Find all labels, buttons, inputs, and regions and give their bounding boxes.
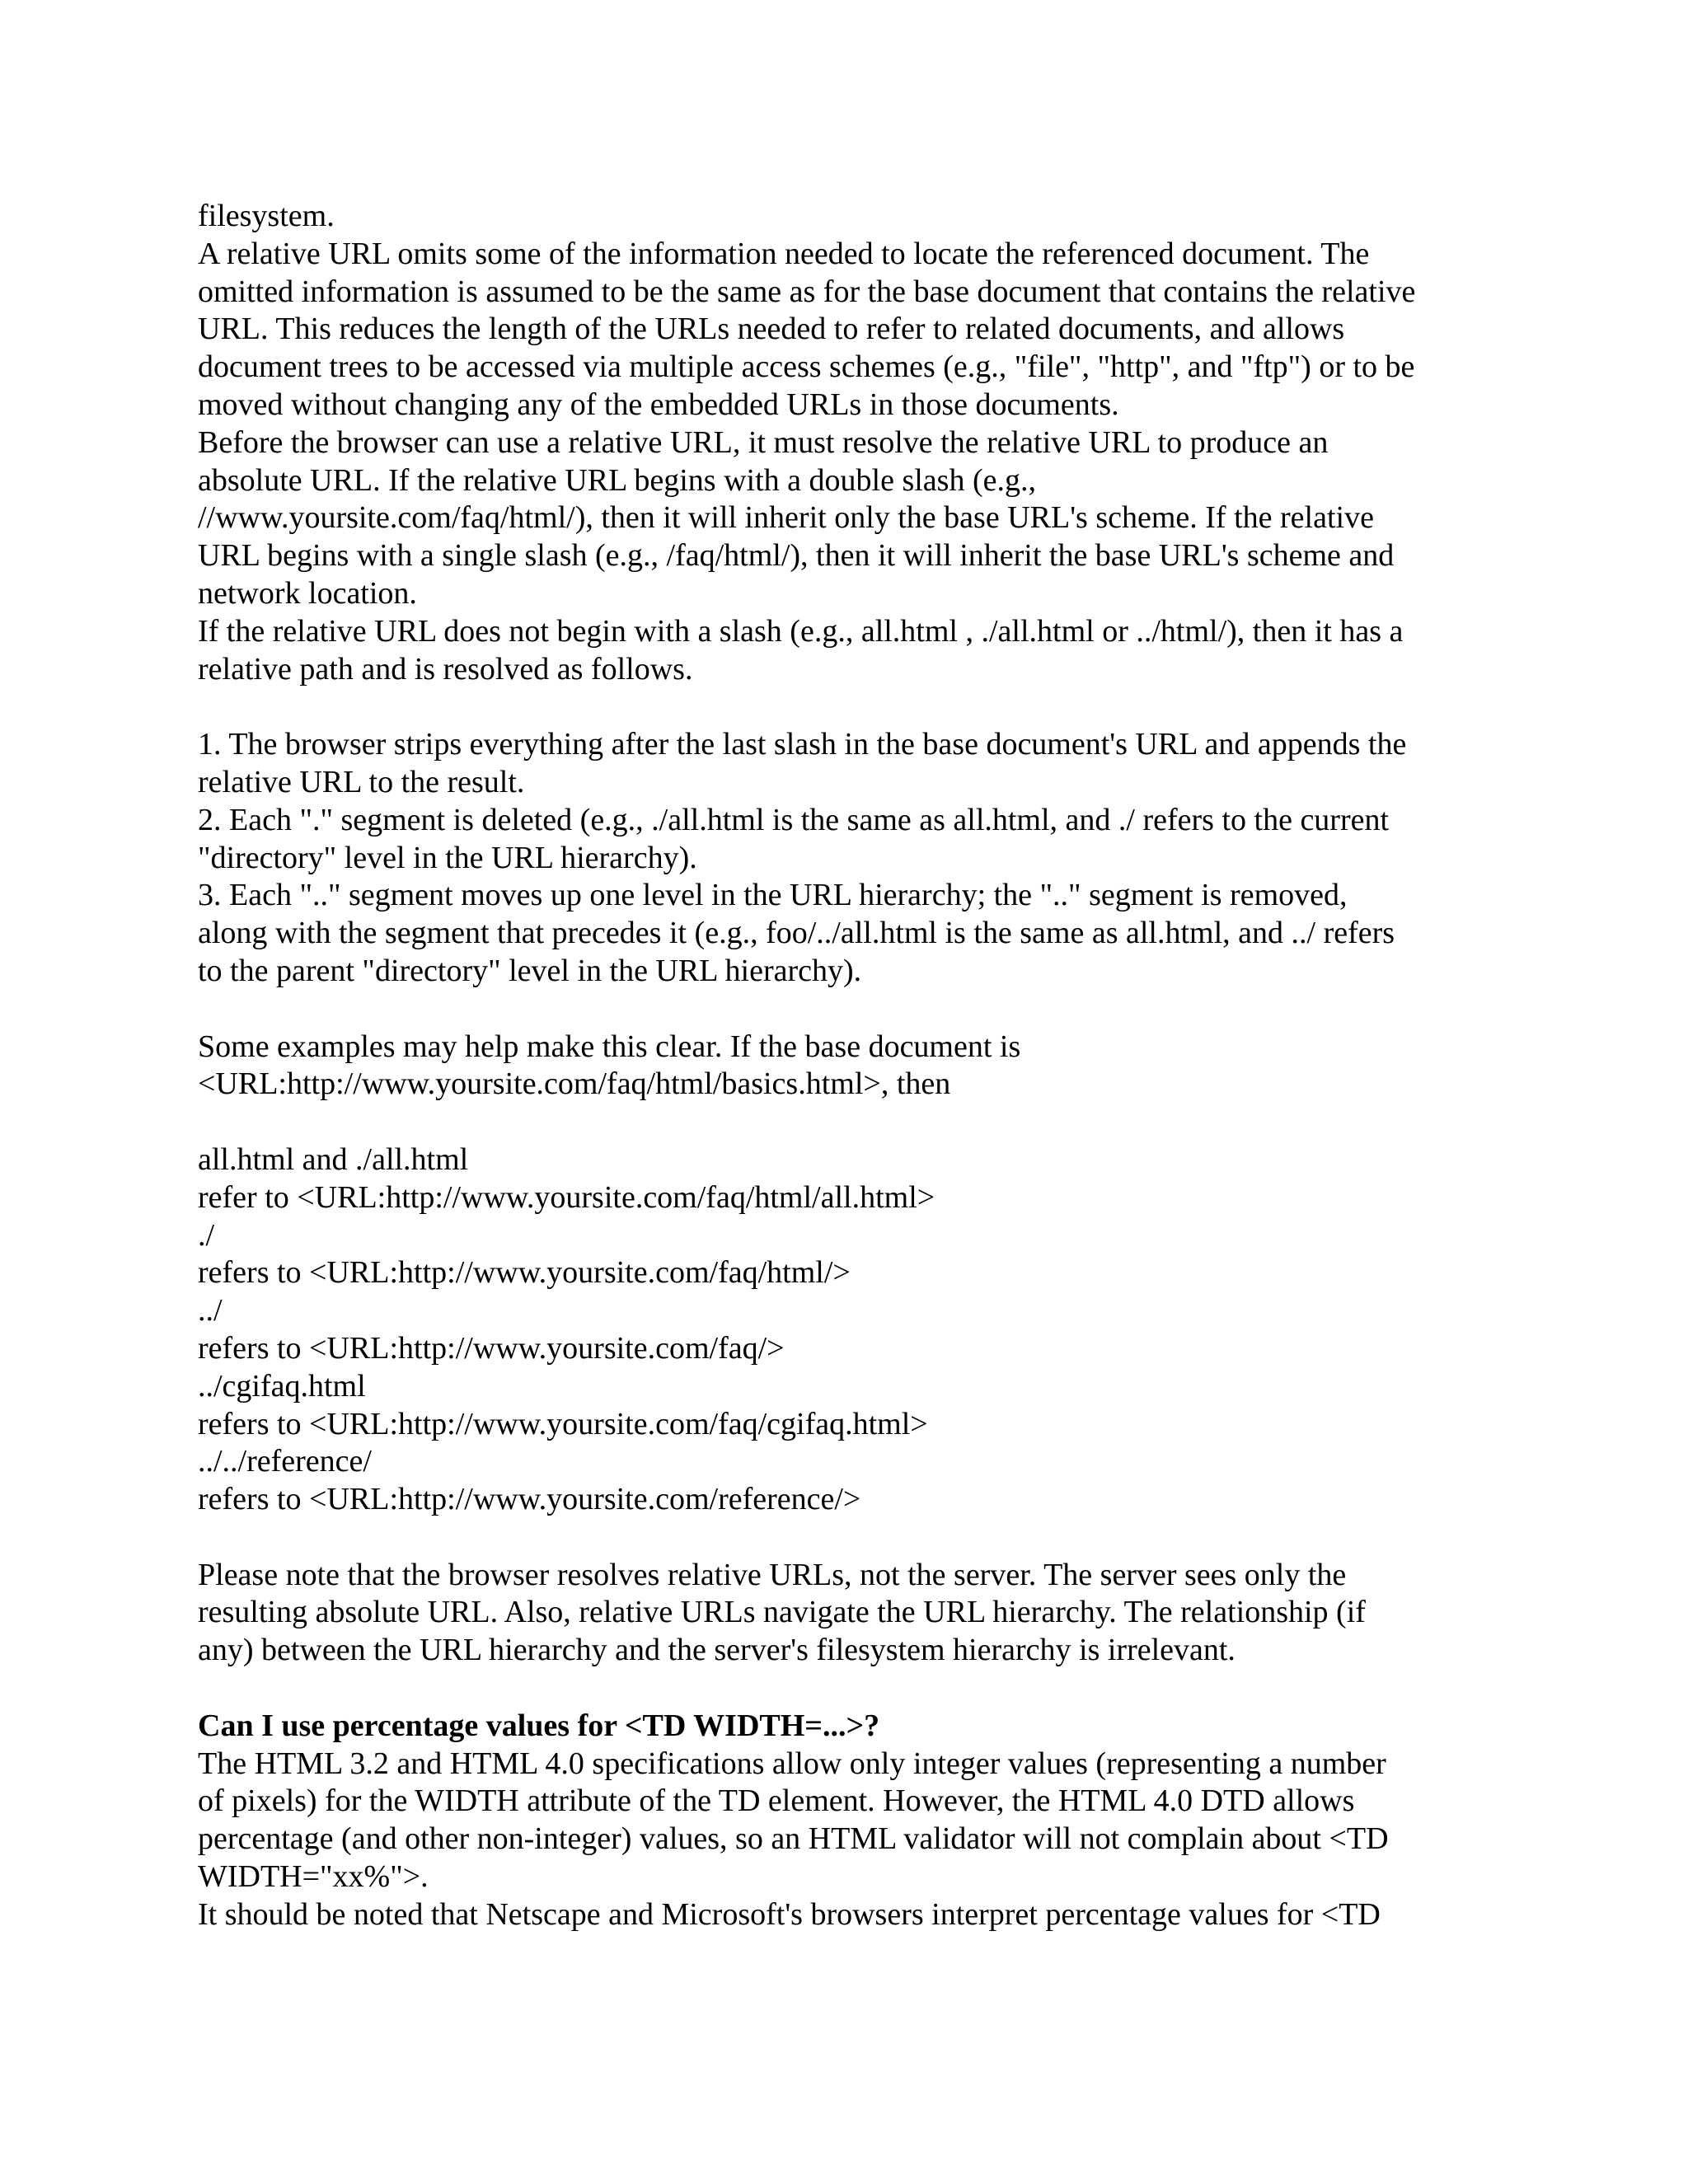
- text-line: Please note that the browser resolves relative URLs, not the server. The server sees only the: [198, 1557, 1347, 1592]
- example-resolved-url: refers to <URL:http://www.yoursite.com/faq/html/>: [198, 1255, 851, 1291]
- text-line: to the parent "directory" level in the URL hierarchy).: [198, 953, 862, 988]
- text-line: document trees to be accessed via multiple access schemes (e.g., "file", "http", and "ftp") or to be: [198, 349, 1415, 385]
- text-line: 1. The browser strips everything after the last slash in the base document's URL and appends the: [198, 727, 1407, 762]
- text-line: 3. Each ".." segment moves up one level in the URL hierarchy; the ".." segment is removed,: [198, 878, 1348, 913]
- text-line: resulting absolute URL. Also, relative URLs navigate the URL hierarchy. The relationship (if: [198, 1595, 1366, 1630]
- examples-list: [198, 1141, 1517, 1519]
- example-relative-url: ../: [198, 1293, 223, 1329]
- text-line: The HTML 3.2 and HTML 4.0 specifications allow only integer values (representing a number: [198, 1746, 1386, 1781]
- example-relative-url: all.html and ./all.html: [198, 1141, 469, 1177]
- paragraph-spacer: [198, 688, 1517, 726]
- text-line: percentage (and other non-integer) values, so an HTML validator will not complain about <TD: [198, 1821, 1389, 1857]
- text-line: of pixels) for the WIDTH attribute of the TD element. However, the HTML 4.0 DTD allows: [198, 1783, 1355, 1819]
- example-relative-url: ../cgifaq.html: [198, 1368, 366, 1404]
- answer-paragraph: [198, 1746, 1517, 1934]
- paragraph-spacer: [198, 1104, 1517, 1141]
- text-line: along with the segment that precedes it (e.g., foo/../all.html is the same as all.html, and ../ refers: [198, 916, 1395, 951]
- text-line: any) between the URL hierarchy and the server's filesystem hierarchy is irrelevant.: [198, 1633, 1236, 1668]
- text-line: Some examples may help make this clear. If the base document is: [198, 1029, 1021, 1064]
- text-line: moved without changing any of the embedded URLs in those documents.: [198, 387, 1119, 422]
- examples-intro: [198, 1029, 1517, 1104]
- example-relative-url: ../../reference/: [198, 1444, 372, 1479]
- text-line: Before the browser can use a relative URL, it must resolve the relative URL to produce an: [198, 424, 1329, 460]
- section-heading: Can I use percentage values for <TD WIDTH=...>?: [198, 1708, 880, 1743]
- paragraph-spacer: [198, 991, 1517, 1029]
- text-line: network location.: [198, 575, 417, 611]
- text-line: absolute URL. If the relative URL begins with a double slash (e.g.,: [198, 462, 1036, 498]
- example-relative-url: ./: [198, 1217, 215, 1253]
- text-line: 2. Each "." segment is deleted (e.g., ./all.html is the same as all.html, and ./ refers to the current: [198, 802, 1390, 837]
- text-line: WIDTH="xx%">.: [198, 1859, 429, 1895]
- text-line: omitted information is assumed to be the same as for the base document that contains the relative: [198, 274, 1416, 309]
- intro-paragraph: [198, 198, 1517, 688]
- resolution-steps: [198, 726, 1517, 991]
- example-resolved-url: refers to <URL:http://www.yoursite.com/faq/>: [198, 1330, 785, 1366]
- text-line: It should be noted that Netscape and Microsoft's browsers interpret percentage values for <TD: [198, 1896, 1381, 1932]
- text-line: relative path and is resolved as follows.: [198, 651, 693, 687]
- text-line: filesystem.: [198, 199, 335, 233]
- example-resolved-url: refer to <URL:http://www.yoursite.com/faq/html/all.html>: [198, 1179, 935, 1215]
- text-line: If the relative URL does not begin with a slash (e.g., all.html , ./all.html or ../html/), then it has a: [198, 613, 1404, 649]
- text-line: A relative URL omits some of the information needed to locate the referenced document. The: [198, 236, 1370, 271]
- example-resolved-url: refers to <URL:http://www.yoursite.com/faq/cgifaq.html>: [198, 1406, 928, 1441]
- text-line: URL. This reduces the length of the URLs needed to refer to related documents, and allows: [198, 312, 1345, 347]
- paragraph-spacer: [198, 1670, 1517, 1708]
- text-line: URL begins with a single slash (e.g., /faq/html/), then it will inherit the base URL's scheme and: [198, 538, 1395, 574]
- text-line: //www.yoursite.com/faq/html/), then it will inherit only the base URL's scheme. If the relative: [198, 500, 1374, 536]
- document-page: [198, 198, 1517, 1934]
- paragraph-spacer: [198, 1519, 1517, 1557]
- example-resolved-url: refers to <URL:http://www.yoursite.com/reference/>: [198, 1482, 861, 1517]
- text-line: relative URL to the result.: [198, 764, 525, 799]
- text-line: <URL:http://www.yoursite.com/faq/html/basics.html>, then: [198, 1066, 951, 1102]
- text-line: "directory" level in the URL hierarchy).: [198, 840, 697, 875]
- note-paragraph: [198, 1557, 1517, 1670]
